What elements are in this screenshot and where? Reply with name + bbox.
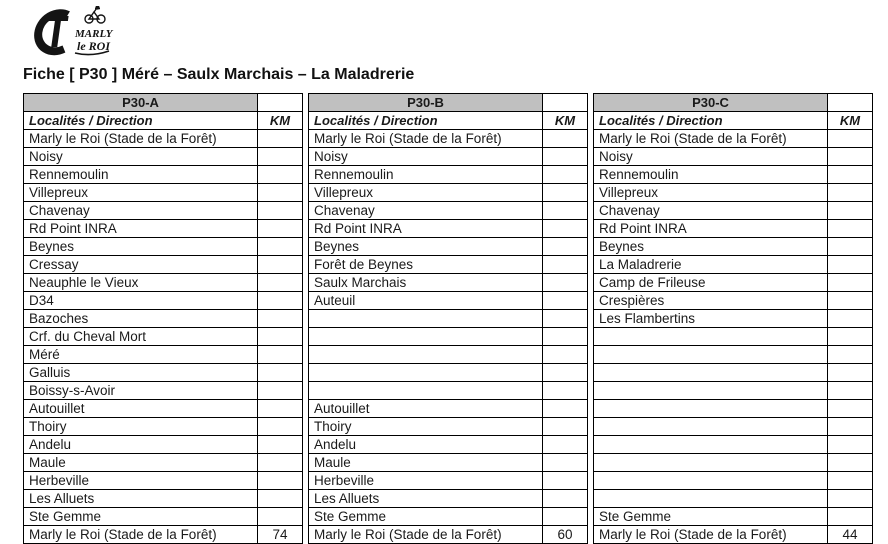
table-row <box>594 148 873 166</box>
locality-cell: Beynes <box>309 238 543 256</box>
table-row <box>594 436 873 454</box>
locality-cell: Ste Gemme <box>309 508 543 526</box>
table-row <box>24 508 303 526</box>
km-cell <box>543 400 588 418</box>
club-logo-graphic <box>29 6 121 58</box>
locality-cell: Villepreux <box>24 184 258 202</box>
group-header-km-blank <box>828 94 873 112</box>
locality-cell: Rd Point INRA <box>309 220 543 238</box>
table-row <box>309 382 588 400</box>
km-cell <box>258 490 303 508</box>
locality-cell: Forêt de Beynes <box>309 256 543 274</box>
locality-cell: Crf. du Cheval Mort <box>24 328 258 346</box>
locality-cell <box>594 346 828 364</box>
locality-cell: Autouillet <box>309 400 543 418</box>
km-cell <box>828 166 873 184</box>
km-cell <box>828 418 873 436</box>
table-row <box>309 238 588 256</box>
km-cell: 60 <box>543 526 588 544</box>
route-tables <box>23 93 888 544</box>
locality-cell <box>594 418 828 436</box>
km-cell <box>828 292 873 310</box>
km-cell <box>828 364 873 382</box>
table-row <box>594 508 873 526</box>
km-cell <box>543 238 588 256</box>
km-cell <box>543 130 588 148</box>
locality-cell: Galluis <box>24 364 258 382</box>
locality-cell: Beynes <box>594 238 828 256</box>
column-header-km: KM <box>258 112 303 130</box>
group-header-p30-b: P30-B <box>309 94 543 112</box>
km-cell <box>258 328 303 346</box>
table-row <box>309 418 588 436</box>
km-cell <box>828 346 873 364</box>
table-row <box>24 382 303 400</box>
table-row <box>309 454 588 472</box>
locality-cell: Thoiry <box>309 418 543 436</box>
km-cell <box>258 472 303 490</box>
km-cell <box>543 508 588 526</box>
km-cell <box>258 346 303 364</box>
km-cell <box>828 130 873 148</box>
table-row <box>309 508 588 526</box>
locality-cell: Camp de Frileuse <box>594 274 828 292</box>
km-cell <box>828 472 873 490</box>
km-cell <box>258 166 303 184</box>
table-row <box>594 310 873 328</box>
km-cell <box>258 220 303 238</box>
locality-cell: Auteuil <box>309 292 543 310</box>
table-row <box>309 274 588 292</box>
locality-cell: Marly le Roi (Stade de la Forêt) <box>594 526 828 544</box>
km-cell <box>543 436 588 454</box>
club-logo <box>29 6 888 58</box>
km-cell <box>258 310 303 328</box>
locality-cell <box>309 382 543 400</box>
table-row <box>24 328 303 346</box>
locality-cell <box>594 364 828 382</box>
table-row <box>24 310 303 328</box>
km-cell <box>543 490 588 508</box>
table-row <box>309 472 588 490</box>
group-header-km-blank <box>543 94 588 112</box>
km-cell <box>828 202 873 220</box>
km-cell <box>543 328 588 346</box>
km-cell <box>543 364 588 382</box>
km-cell <box>258 454 303 472</box>
table-row <box>309 436 588 454</box>
table-row <box>594 202 873 220</box>
locality-cell: Maule <box>309 454 543 472</box>
table-row <box>24 454 303 472</box>
table-row <box>594 238 873 256</box>
locality-cell: Rd Point INRA <box>24 220 258 238</box>
table-row <box>309 148 588 166</box>
km-cell <box>828 274 873 292</box>
column-header-locality: Localités / Direction <box>594 112 828 130</box>
table-row <box>309 346 588 364</box>
km-cell <box>543 220 588 238</box>
table-row <box>594 166 873 184</box>
locality-cell: Beynes <box>24 238 258 256</box>
km-cell <box>828 454 873 472</box>
km-cell <box>828 238 873 256</box>
table-row <box>24 130 303 148</box>
km-cell <box>828 220 873 238</box>
table-row <box>24 346 303 364</box>
locality-cell: Chavenay <box>309 202 543 220</box>
km-cell <box>543 184 588 202</box>
km-cell <box>828 184 873 202</box>
table-row <box>594 382 873 400</box>
table-row <box>309 292 588 310</box>
column-header-locality: Localités / Direction <box>24 112 258 130</box>
km-cell <box>543 166 588 184</box>
locality-cell <box>594 382 828 400</box>
locality-cell <box>309 310 543 328</box>
km-cell <box>543 256 588 274</box>
locality-cell <box>309 346 543 364</box>
route-table-p30-b <box>308 93 588 544</box>
km-cell <box>258 292 303 310</box>
km-cell <box>828 148 873 166</box>
table-row <box>594 274 873 292</box>
table-row <box>24 274 303 292</box>
locality-cell <box>594 436 828 454</box>
locality-cell: Andelu <box>24 436 258 454</box>
table-row <box>24 184 303 202</box>
km-cell <box>258 436 303 454</box>
km-cell <box>258 274 303 292</box>
table-row <box>594 292 873 310</box>
km-cell <box>543 472 588 490</box>
locality-cell: Noisy <box>309 148 543 166</box>
locality-cell: Chavenay <box>24 202 258 220</box>
table-row <box>309 490 588 508</box>
table-row <box>309 202 588 220</box>
locality-cell: Marly le Roi (Stade de la Forêt) <box>594 130 828 148</box>
km-cell <box>258 202 303 220</box>
locality-cell: Andelu <box>309 436 543 454</box>
locality-cell: Rennemoulin <box>309 166 543 184</box>
locality-cell: Rennemoulin <box>24 166 258 184</box>
table-row <box>309 400 588 418</box>
table-row <box>594 454 873 472</box>
locality-cell: Crespières <box>594 292 828 310</box>
table-row <box>594 184 873 202</box>
locality-cell: Villepreux <box>309 184 543 202</box>
locality-cell: Les Alluets <box>309 490 543 508</box>
cyclist-icon <box>85 6 105 23</box>
km-cell <box>828 508 873 526</box>
locality-cell: Noisy <box>594 148 828 166</box>
club-name-line1: MARLY <box>75 28 113 40</box>
km-cell <box>543 202 588 220</box>
km-cell <box>828 382 873 400</box>
table-row <box>24 364 303 382</box>
locality-cell <box>594 400 828 418</box>
km-cell <box>258 382 303 400</box>
locality-cell: Rennemoulin <box>594 166 828 184</box>
table-row <box>24 436 303 454</box>
table-row <box>594 328 873 346</box>
table-row <box>24 202 303 220</box>
locality-cell: Boissy-s-Avoir <box>24 382 258 400</box>
locality-cell: La Maladrerie <box>594 256 828 274</box>
table-row <box>24 220 303 238</box>
km-cell: 44 <box>828 526 873 544</box>
locality-cell <box>309 328 543 346</box>
locality-cell: Maule <box>24 454 258 472</box>
km-cell <box>543 292 588 310</box>
km-cell <box>828 328 873 346</box>
locality-cell: Thoiry <box>24 418 258 436</box>
table-row <box>309 220 588 238</box>
table-row <box>594 490 873 508</box>
table-row <box>24 148 303 166</box>
locality-cell: Bazoches <box>24 310 258 328</box>
table-row <box>309 130 588 148</box>
km-cell <box>543 148 588 166</box>
locality-cell: Marly le Roi (Stade de la Forêt) <box>309 526 543 544</box>
km-cell <box>543 274 588 292</box>
table-row <box>24 418 303 436</box>
km-cell <box>828 310 873 328</box>
route-table-p30-c <box>593 93 873 544</box>
locality-cell: Cressay <box>24 256 258 274</box>
table-row <box>594 220 873 238</box>
table-row <box>24 400 303 418</box>
table-row <box>24 472 303 490</box>
locality-cell: Villepreux <box>594 184 828 202</box>
table-row <box>594 400 873 418</box>
table-row <box>309 310 588 328</box>
table-row <box>594 346 873 364</box>
locality-cell <box>594 328 828 346</box>
table-row <box>24 166 303 184</box>
locality-cell: Marly le Roi (Stade de la Forêt) <box>24 526 258 544</box>
table-row <box>594 256 873 274</box>
km-cell <box>258 256 303 274</box>
locality-cell: Méré <box>24 346 258 364</box>
table-row <box>594 364 873 382</box>
table-row <box>594 418 873 436</box>
table-row <box>594 130 873 148</box>
table-row <box>24 292 303 310</box>
locality-cell: Chavenay <box>594 202 828 220</box>
km-cell <box>543 346 588 364</box>
km-cell <box>258 184 303 202</box>
club-initials-icon <box>36 13 69 51</box>
km-cell: 74 <box>258 526 303 544</box>
locality-cell: Les Flambertins <box>594 310 828 328</box>
locality-cell: Saulx Marchais <box>309 274 543 292</box>
locality-cell: Ste Gemme <box>24 508 258 526</box>
locality-cell: Marly le Roi (Stade de la Forêt) <box>309 130 543 148</box>
table-row <box>309 184 588 202</box>
table-row <box>309 526 588 544</box>
column-header-km: KM <box>828 112 873 130</box>
table-row <box>309 328 588 346</box>
locality-cell: D34 <box>24 292 258 310</box>
table-row <box>24 490 303 508</box>
table-row <box>594 472 873 490</box>
km-cell <box>543 310 588 328</box>
km-cell <box>258 364 303 382</box>
locality-cell: Ste Gemme <box>594 508 828 526</box>
locality-cell <box>594 454 828 472</box>
locality-cell: Neauphle le Vieux <box>24 274 258 292</box>
km-cell <box>258 400 303 418</box>
group-header-km-blank <box>258 94 303 112</box>
km-cell <box>543 418 588 436</box>
locality-cell: Herbeville <box>309 472 543 490</box>
locality-cell: Marly le Roi (Stade de la Forêt) <box>24 130 258 148</box>
locality-cell <box>594 472 828 490</box>
table-row <box>24 526 303 544</box>
table-row <box>309 166 588 184</box>
club-name-line2: le ROI <box>77 39 110 53</box>
km-cell <box>258 238 303 256</box>
km-cell <box>543 454 588 472</box>
km-cell <box>828 436 873 454</box>
km-cell <box>828 400 873 418</box>
column-header-km: KM <box>543 112 588 130</box>
km-cell <box>258 418 303 436</box>
locality-cell: Les Alluets <box>24 490 258 508</box>
locality-cell: Rd Point INRA <box>594 220 828 238</box>
km-cell <box>258 130 303 148</box>
table-row <box>594 526 873 544</box>
table-row <box>24 238 303 256</box>
km-cell <box>543 382 588 400</box>
group-header-p30-a: P30-A <box>24 94 258 112</box>
route-table-p30-a <box>23 93 303 544</box>
km-cell <box>828 256 873 274</box>
group-header-p30-c: P30-C <box>594 94 828 112</box>
page-title: Fiche [ P30 ] Méré – Saulx Marchais – La Maladrerie <box>23 66 415 83</box>
locality-cell: Noisy <box>24 148 258 166</box>
column-header-locality: Localités / Direction <box>309 112 543 130</box>
km-cell <box>258 508 303 526</box>
km-cell <box>828 490 873 508</box>
locality-cell <box>594 490 828 508</box>
locality-cell <box>309 364 543 382</box>
table-row <box>309 364 588 382</box>
locality-cell: Herbeville <box>24 472 258 490</box>
km-cell <box>258 148 303 166</box>
table-row <box>309 256 588 274</box>
locality-cell: Autouillet <box>24 400 258 418</box>
table-row <box>24 256 303 274</box>
